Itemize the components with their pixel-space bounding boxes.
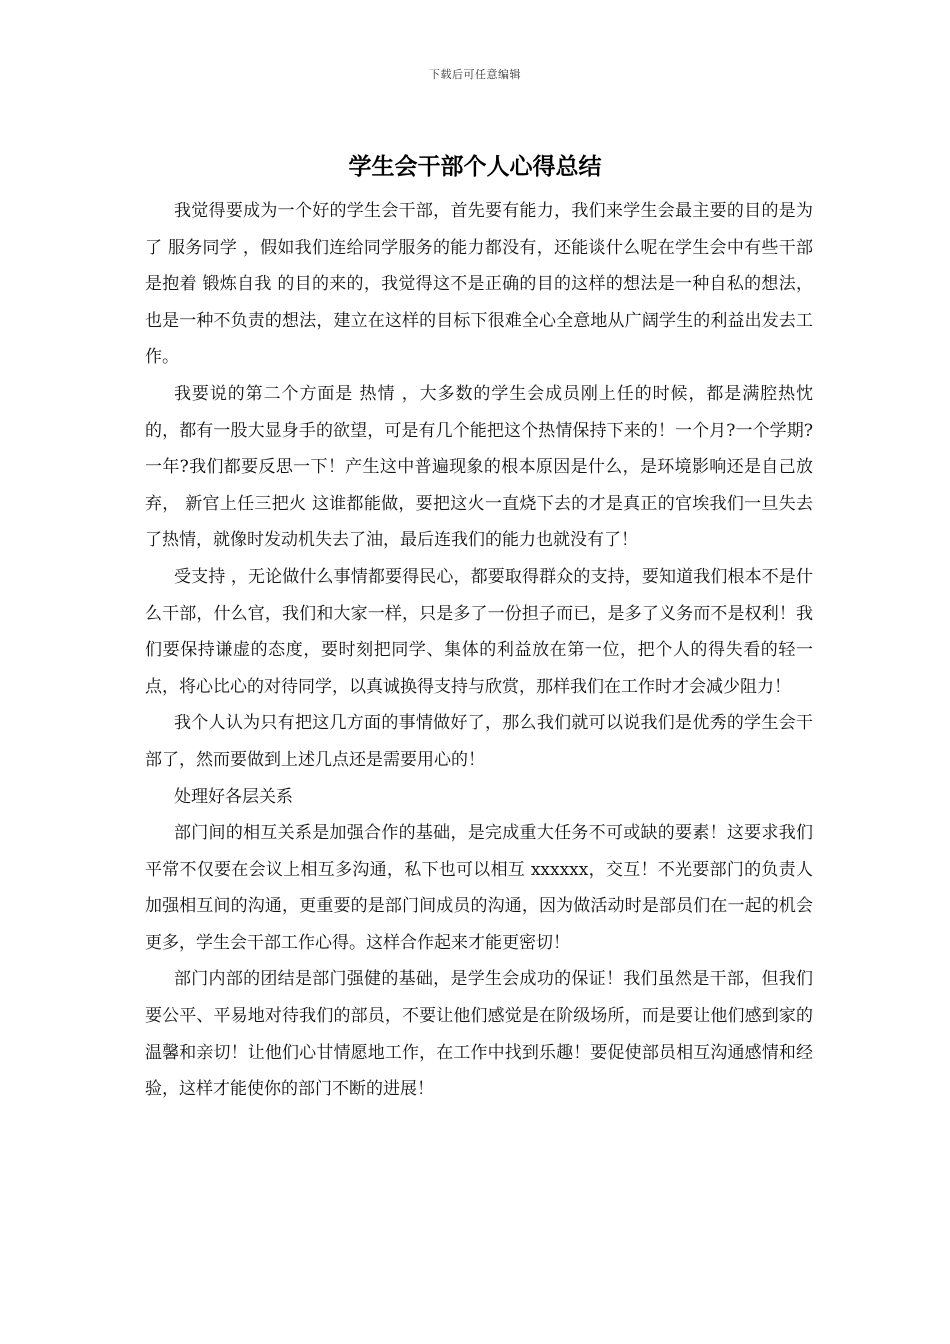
paragraph: 我要说的第二个方面是 热情 ，大多数的学生会成员刚上任的时候，都是满腔热忱的，都有一股大显身手的欲望，可是有几个能把这个热情保持下来的！一个月?一个学期?一年?我们都要反思一下！产生这中普遍现象的根本原因是什么，是环境影响还是自己放弃， 新官上任三把火 这谁都能做，要把这火一直烧下去的才是真正的官埃我们一旦失去了热情，就像时发动机失去了油，最后连我们的能力也就没有了！ bbox=[145, 383, 813, 551]
header-note: 下载后可任意编辑 bbox=[429, 68, 521, 81]
paragraph: 受支持 ，无论做什么事情都要得民心，都要取得群众的支持，要知道我们根本不是什么干部，什么官，我们和大家一样，只是多了一份担子而已，是多了义务而不是权利！我们要保持谦虚的态度，要时刻把同学、集体的利益放在第一位，把个人的得失看的轻一点，将心比心的对待同学，以真诚换得支持与欣赏，那样我们在工作时才会减少阻力！ bbox=[145, 566, 813, 697]
section-heading: 处理好各层关系 bbox=[174, 786, 293, 807]
paragraph: 部门间的相互关系是加强合作的基础，是完成重大任务不可或缺的要素！这要求我们平常不仅要在会议上相互多沟通，私下也可以相互 xxxxxx，交互！不光要部门的负责人加强相互间的沟通，更重要的是部门间成员的沟通，因为做活动时是部员们在一起的机会更多，学生会干部工作心得。这样合作起来才能更密切！ bbox=[145, 823, 813, 953]
document-title: 学生会干部个人心得总结 bbox=[348, 153, 602, 180]
paragraph: 我觉得要成为一个好的学生会干部，首先要有能力，我们来学生会最主要的目的是为了 服务同学 ，假如我们连给同学服务的能力都没有，还能谈什么呢在学生会中有些干部是抱着 锻炼自我 的目的来的，我觉得这不是正确的目的这样的想法是一种自私的想法，也是一种不负责的想法，建立在这样的目标下很难全心全意地从广阔学生的利益出发去工作。 bbox=[145, 201, 813, 368]
paragraph: 我个人认为只有把这几方面的事情做好了，那么我们就可以说我们是优秀的学生会干部了，然而要做到上述几点还是需要用心的！ bbox=[145, 713, 813, 770]
document-body bbox=[145, 193, 813, 1108]
paragraph: 部门内部的团结是部门强健的基础，是学生会成功的保证！我们虽然是干部，但我们要公平、平易地对待我们的部员，不要让他们感觉是在阶级场所，而是要让他们感到家的温馨和亲切！让他们心甘情愿地工作，在工作中找到乐趣！要促使部员相互沟通感情和经验，这样才能使你的部门不断的进展！ bbox=[145, 969, 813, 1100]
